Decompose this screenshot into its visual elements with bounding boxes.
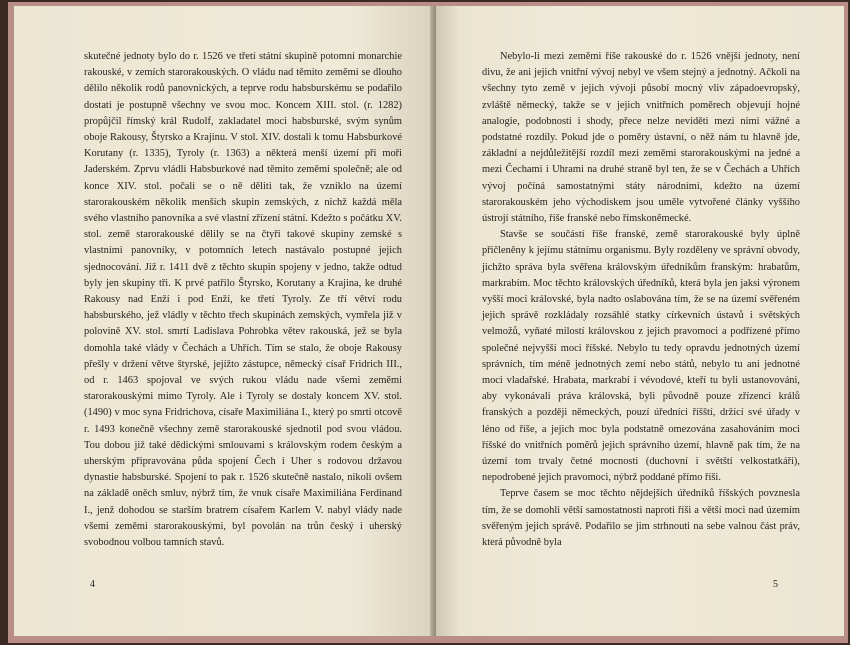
paragraph: Nebylo-li mezi zeměmi říše rakouské do r. 1526 vnější jednoty, není divu, že ani jejich vnitřní vývoj nebyl ve všem stejný a jednotný. Ačkoli na všechny tyto země v jejich vývoji působí mocný vliv západoevropský, zvláště německý, takže se v jejich vnitřních poměrech objevují hojné analogie, podobnosti i shody, přece nelze neviděti mezi nimi vážné a podstatné rozdíly. Pokud jde o poměry ústavní, o něž nám tu hlavně jde, základní a nejdůležitější rozdíl mezi zeměmi starorakouskými na jedné a mezi Čechami i Uhrami na druhé straně byl ten, že se v Čechách a Uhřích vývoj počíná samostatnými státy národními, kdežto na území starorakouském jeho východiskem jsou uměle vytvořené články vyššího ústrojí státního, říše franské nebo římskoněmecké. xyxy=(482,51,800,225)
book-spread xyxy=(8,2,848,643)
right-page xyxy=(436,6,844,636)
paragraph: Teprve časem se moc těchto nějdejších úředníků říšských povznesla tím, že se domohli větší samostatnosti naproti říši a větší moci nad územím svěřeným jejich správě. Podařilo se jim strhnouti na sebe valnou část práv, která původně byla xyxy=(482,488,800,549)
left-page-text xyxy=(84,49,402,551)
page-number-right: 5 xyxy=(773,579,778,590)
right-page-text xyxy=(482,49,800,551)
left-page xyxy=(14,6,436,636)
paragraph: Stavše se součástí říše franské, země starorakouské byly úplně přičleněny k jejímu státnímu organismu. Byly rozděleny ve správní obvody, jichžto správa byla svěřena královským úředníkům franským: hrabatům, markrabím. Moc těchto královských úředníků, která byla jen jaksi výronem vyšší moci královské, byla nadto oslabována tím, že se na území svěřeném jejich správě rozkládaly rozsáhlé statky církevních ústavů i světských velmožů, vyňaté milostí královskou z jejich pravomoci a podřízené přímo společné nejvyšší moci říšské. Nebylo tu tedy opravdu jednotných území správních, tím méně jednotných zemí nebo států, nebylo tu ani jednotné moci vladařské. Hrabata, markrabí i vévodové, kteří tu byli ustanovováni, aby vykonávali práva královská, byli původně pouze zřízenci králů franských a později německých, pouzí úředníci říšští, držící své úřady v léno od říše, a jejich moc byla podstatně omezována zasahováním moci říšské do vnitřních poměrů jejich správního území, hlavně pak tím, že na území tom trvaly četné mocnosti (duchovní i světští velkostatkáři), nepodrobené jejich pravomoci, nýbrž poddané přímo říši. xyxy=(482,229,800,484)
page-number-left: 4 xyxy=(90,579,95,590)
paragraph: skutečné jednoty bylo do r. 1526 ve třetí státní skupině potomní monarchie rakouské, v zemích starorakouských. O vládu nad těmito zeměmi se dlouho dělilo několik rodů panovnických, a teprve rodu habsburskému se podařilo dostati je postupně všechny ve svou moc. Koncem XIII. stol. (r. 1282) propůjčil římský král Rudolf, zakladatel moci habsburské, svým synům oboje Rakousy, Štyrsko a Krajinu. V stol. XIV. dostali k tomu Habsburkové Korutany (r. 1335), Tyroly (r. 1363) a některá menší území při moři Jaderském. Zprvu vládli Habsburkové nad těmito zeměmi společně; ale od konce XIV. stol. počali se o ně děliti tak, že vzniklo na území starorakouském několik menších skupin zemských, z nichž každá měla svého vlastního panovníka a své vlastní zřízení státní. Kdežto s počátku XV. stol. země starorakouské dělily se na čtyři takové skupiny zemské s vlastními panovníky, v potomních letech nastávalo postupné jejich sjednocování. Již r. 1411 dvě z těchto skupin spojeny v jedno, takže odtud byly jen skupiny tři. K prvé patřilo Štyrsko, Korutany a Krajina, ke druhé Rakousy nad Enží i pod Enží, ke třetí Tyroly. Ze tří větví rodu habsburského, jež vládly v těchto třech skupinách zemských, vymřela již v polovině XV. stol. smrtí Ladislava Pohrobka větev rakouská, jež se byla domohla také vlády v Čechách a Uhřích. Tím se stalo, že oboje Rakousy přešly v držení větve štyrské, jejížto zástupce, německý císař Fridrich III., od r. 1463 spojoval ve svých rukou vládu nade všemi zeměmi starorakouskými mimo Tyroly. Ale i Tyroly se dostaly koncem XV. stol. (1490) v moc syna Fridrichova, císaře Maximiliána I., který po smrti otcově r. 1493 konečně všechny země starorakouské sjednotil pod svou vládou. Tou dobou již také dědickými smlouvami s královským rodem českým a uherským připravována půda spojení Čech i Uher s rodovou državou dynastie habsburské. Spojení to pak r. 1526 skutečně nastalo, nikoli ovšem na základě oněch smluv, nýbrž tím, že vnuk císaře Maximiliána Ferdinand I., jenž dohodou se starším bratrem císařem Karlem V. nabyl vlády nade všemi zeměmi starorakouskými, byl povolán na trůn český i uherský svobodnou volbou tamních stavů. xyxy=(84,51,402,549)
